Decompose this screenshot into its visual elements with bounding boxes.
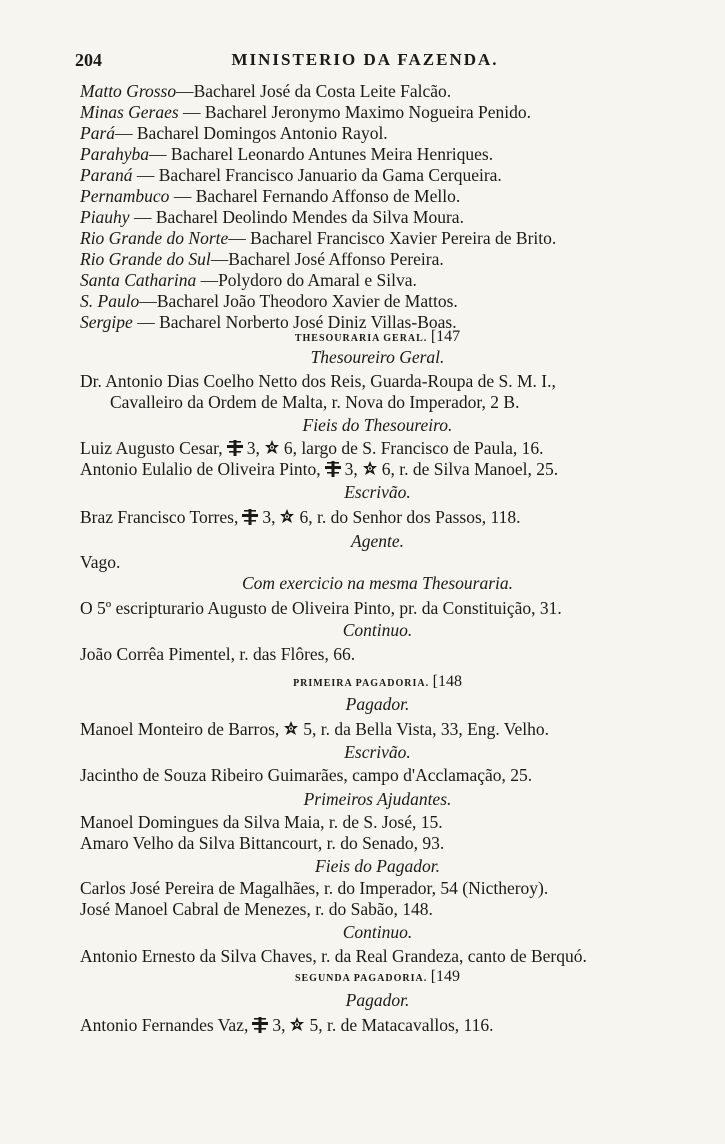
section-title: THESOURARIA GERAL. [147 — [294, 328, 461, 345]
subheading: Pagador. — [345, 990, 410, 1010]
list-item: Piauhy — Bacharel Deolindo Mendes da Silva Moura. — [80, 207, 464, 227]
officer-name: Bacharel Leonardo Antunes Meira Henriques. — [170, 144, 494, 164]
officer-name: Bacharel José da Costa Leite Falcão. — [193, 81, 452, 101]
subheading: Agente. — [351, 531, 404, 551]
officer-name: Bacharel João Theodoro Xavier de Mattos. — [156, 291, 458, 311]
list-item: Pará— Bacharel Domingos Antonio Rayol. — [80, 123, 388, 143]
list-item: S. Paulo—Bacharel João Theodoro Xavier de Mattos. — [80, 291, 458, 311]
list-item: Pernambuco — Bacharel Fernando Affonso de Mello. — [80, 186, 461, 206]
list-item: Manoel Monteiro de Barros, 5, r. da Bella Vista, 33, Eng. Velho. — [80, 719, 549, 739]
province-name: Piauhy — [80, 207, 130, 227]
list-item: Luiz Augusto Cesar, 3, 6, largo de S. Francisco de Paula, 16. — [80, 438, 544, 458]
order-rose-icon — [282, 720, 300, 738]
officer-name: Bacharel Domingos Antonio Rayol. — [136, 123, 388, 143]
subheading: Continuo. — [342, 620, 413, 640]
province-name: Santa Catharina — [80, 270, 197, 290]
officer-name: Bacharel José Affonso Pereira. — [228, 249, 444, 269]
officer-name: Bacharel Francisco Januario da Gama Cerqueira. — [158, 165, 502, 185]
section-title: PRIMEIRA PAGADORIA. [148 — [293, 673, 462, 690]
list-item: Vago. — [80, 552, 121, 572]
province-name: Pará — [80, 123, 115, 143]
list-item: Amaro Velho da Silva Bittancourt, r. do Senado, 93. — [80, 833, 445, 853]
list-item: José Manoel Cabral de Menezes, r. do Sabão, 148. — [80, 899, 433, 919]
list-item: Rio Grande do Norte— Bacharel Francisco Xavier Pereira de Brito. — [80, 228, 557, 248]
list-item: O 5º escripturario Augusto de Oliveira Pinto, pr. da Constituição, 31. — [80, 598, 562, 618]
subheading: Thesoureiro Geral. — [310, 347, 445, 367]
province-name: Minas Geraes — [80, 102, 179, 122]
subheading: Primeiros Ajudantes. — [303, 789, 452, 809]
order-cross-icon — [241, 508, 259, 526]
section-title: SEGUNDA PAGADORIA. [149 — [294, 968, 461, 985]
list-item: Paraná — Bacharel Francisco Januario da Gama Cerqueira. — [80, 165, 502, 185]
province-name: Rio Grande do Norte — [80, 228, 229, 248]
officer-name: Bacharel Deolindo Mendes da Silva Moura. — [155, 207, 464, 227]
order-cross-icon — [226, 439, 244, 457]
list-item: Braz Francisco Torres, 3, 6, r. do Senhor dos Passos, 118. — [80, 507, 521, 527]
officer-name: Bacharel Jeronymo Maximo Nogueira Penido. — [204, 102, 532, 122]
subheading: Fieis do Thesoureiro. — [302, 415, 453, 435]
officer-name: Polydoro do Amaral e Silva. — [218, 270, 417, 290]
list-item: Dr. Antonio Dias Coelho Netto dos Reis, Guarda-Roupa de S. M. I., — [80, 371, 556, 391]
province-name: Parahyba — [80, 144, 150, 164]
list-item: João Corrêa Pimentel, r. das Flôres, 66. — [80, 644, 356, 664]
province-name: Pernambuco — [80, 186, 170, 206]
order-cross-icon — [324, 460, 342, 478]
province-name: Paraná — [80, 165, 133, 185]
province-name: Rio Grande do Sul — [80, 249, 211, 269]
subheading: Pagador. — [345, 694, 410, 714]
subheading: Fieis do Pagador. — [315, 856, 440, 876]
page-header — [75, 50, 655, 74]
order-rose-icon — [361, 460, 379, 478]
province-name: S. Paulo — [80, 291, 140, 311]
order-rose-icon — [263, 439, 281, 457]
officer-name: Bacharel Francisco Xavier Pereira de Brito. — [250, 228, 557, 248]
list-item: Parahyba— Bacharel Leonardo Antunes Meira Henriques. — [80, 144, 494, 164]
subheading: Continuo. — [342, 922, 413, 942]
subheading: Com exercicio na mesma Thesouraria. — [241, 573, 514, 593]
list-item: Antonio Ernesto da Silva Chaves, r. da Real Grandeza, canto de Berquó. — [80, 946, 587, 966]
list-item: Cavalleiro da Ordem de Malta, r. Nova do Imperador, 2 B. — [110, 392, 520, 412]
list-item: Sergipe — Bacharel Norberto José Diniz Villas-Boas. — [80, 312, 457, 332]
list-item: Rio Grande do Sul—Bacharel José Affonso Pereira. — [80, 249, 444, 269]
order-rose-icon — [278, 508, 296, 526]
subheading: Escrivão. — [344, 482, 411, 502]
province-name: Matto Grosso — [80, 81, 177, 101]
province-name: Sergipe — [80, 312, 133, 332]
officer-name: Bacharel Fernando Affonso de Mello. — [195, 186, 461, 206]
list-item: Carlos José Pereira de Magalhães, r. do Imperador, 54 (Nictheroy). — [80, 878, 549, 898]
list-item: Minas Geraes — Bacharel Jeronymo Maximo Nogueira Penido. — [80, 102, 532, 122]
running-title: MINISTERIO DA FAZENDA. — [231, 50, 499, 69]
list-item: Manoel Domingues da Silva Maia, r. de S. José, 15. — [80, 812, 443, 832]
page-number: 204 — [75, 50, 102, 70]
list-item: Matto Grosso—Bacharel José da Costa Leite Falcão. — [80, 81, 452, 101]
officer-name: Bacharel Norberto José Diniz Villas-Boas. — [159, 312, 457, 332]
order-cross-icon — [251, 1016, 269, 1034]
subheading: Escrivão. — [344, 742, 411, 762]
list-item: Jacintho de Souza Ribeiro Guimarães, campo d'Acclamação, 25. — [80, 765, 533, 785]
list-item: Antonio Eulalio de Oliveira Pinto, 3, 6, r. de Silva Manoel, 25. — [80, 459, 559, 479]
order-rose-icon — [288, 1016, 306, 1034]
list-item: Antonio Fernandes Vaz, 3, 5, r. de Matacavallos, 116. — [80, 1015, 494, 1035]
list-item: Santa Catharina —Polydoro do Amaral e Silva. — [80, 270, 417, 290]
